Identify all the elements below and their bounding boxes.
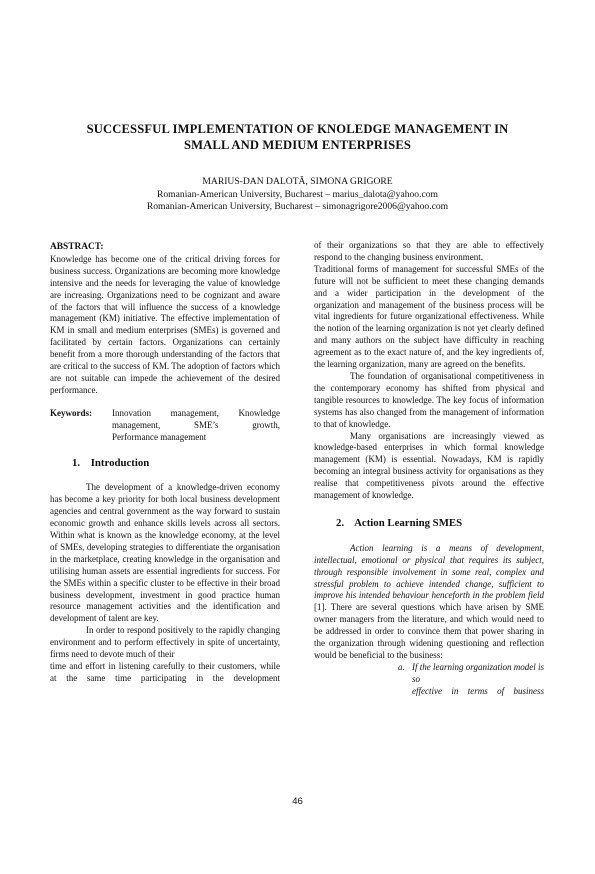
page-number: 46 bbox=[292, 796, 303, 807]
action-learning-questions: There are several questions which have arisen by SME owner managers from the literature, and which would need to be addressed in order to convince them that power sharing in the organization through widening questioning and reflection would be beneficial to the business: bbox=[314, 602, 544, 660]
list-item-a-line-2: effective in terms of business bbox=[412, 685, 544, 696]
foundation-paragraph: The foundation of organisational competitiveness in the contemporary economy has shifted from physical and tangible resources to knowledge. The key focus of information systems has also changed from the management of information to that of knowledge. bbox=[314, 370, 544, 429]
keywords-label: Keywords: bbox=[50, 407, 92, 418]
author-affiliation-1: Romanian-American University, Bucharest – marius_dalota@yahoo.com bbox=[156, 188, 439, 200]
action-learning-paragraph bbox=[314, 543, 544, 662]
list-item-a-marker: a. bbox=[398, 661, 405, 672]
keywords-line-2: management, SME’s growth, bbox=[112, 419, 280, 430]
section-2-number: 2. bbox=[336, 516, 345, 529]
author-names: MARIUS-DAN DALOTĂ, SIMONA GRIGORE bbox=[202, 176, 393, 187]
abstract-heading: ABSTRACT: bbox=[50, 242, 104, 252]
keywords-line-3: Performance management bbox=[112, 431, 207, 442]
intro-paragraph-2-continued: time and effort in listening carefully to their customers, while at the same time participating in the development bbox=[50, 661, 280, 683]
traditional-management-paragraph: Traditional forms of management for successful SMEs of the future will not be sufficient to meet these changing demands and a wider participation in the development of the organization and management of the business process will be vital ingredients for future organizational effectiveness. While the notion of the learning organization is not yet clearly defined and many authors on the subject have difficulty in reaching agreement as to the exact nature of, and the key ingredients of, the learning organization, many are agreed on the benefits. bbox=[314, 263, 544, 370]
author-affiliation-2: Romanian-American University, Bucharest – simonagrigore2006@yahoo.com bbox=[146, 201, 449, 213]
keywords bbox=[50, 408, 280, 444]
abstract-text: Knowledge has become one of the critical driving forces for business success. Organizations are becoming more knowledge intensive and the needs for leveraging the value of knowledge are increasing. Organizations need to be cognizant and aware of the factors that will influence the success of a knowledge management (KM) initiative. The effective implementation of KM in small and medium enterprises (SMEs) is governed and facilitated by certain factors. Organizations can certainly benefit from a more thorough understanding of the factors that are critical to the success of KM. The adoption of factors which are not suitable can impede the achievement of the desired performance. bbox=[50, 253, 280, 395]
title-line-1: SUCCESSFUL IMPLEMENTATION OF KNOLEDGE MANAGEMENT IN bbox=[86, 122, 509, 136]
section-1-heading bbox=[72, 458, 280, 470]
section-2-title: Action Learning SMES bbox=[354, 516, 463, 529]
left-column bbox=[50, 242, 280, 685]
paper-title bbox=[40, 121, 555, 153]
abstract bbox=[50, 242, 280, 397]
author-block bbox=[40, 176, 555, 214]
section-2-heading bbox=[336, 518, 544, 530]
section-1-number: 1. bbox=[72, 456, 81, 469]
citation: [1]. bbox=[314, 602, 327, 613]
list-item-a-text bbox=[412, 662, 544, 698]
keywords-text bbox=[112, 408, 280, 444]
section-1-title: Introduction bbox=[90, 456, 150, 469]
action-learning-definition: Action learning is a means of development, intellectual, emotional or physical that requires its subject, through responsible involvement in some real, complex and stressful problem to achieve intended change, sufficient to improve his intended behaviour henceforth in the problem field bbox=[314, 542, 544, 601]
list-item-a bbox=[398, 662, 544, 698]
right-column bbox=[314, 240, 544, 698]
intro-paragraph-1: The development of a knowledge-driven economy has become a key priority for both local business development agencies and central government as the way forward to sustain economic growth and enhance skills levels across all sectors. Within what is known as the knowledge economy, at the level of SMEs, developing strategies to differentiate the organisation in the marketplace, creating knowledge in the organisation and utilising human assets are essential ingredients for success. For the SMEs within a specific cluster to be effective in their broad business development, investment in good practice human resource management activities and the identification and development of talent are key. bbox=[50, 482, 280, 624]
list-item-a-line-1: If the learning organization model is so bbox=[412, 661, 544, 684]
keywords-line-1: Innovation management, Knowledge bbox=[112, 407, 280, 418]
knowledge-based-enterprises-paragraph: Many organisations are increasingly viewed as knowledge-based enterprises in which formal knowledge management (KM) is essential. Nowadays, KM is rapidly becoming an integral business activity for organisations as they realise that competitiveness pivots around the effective management of knowledge. bbox=[314, 430, 544, 501]
continued-paragraph: of their organizations so that they are able to effectively respond to the changing business environment. bbox=[314, 240, 544, 262]
intro-paragraph-2: In order to respond positively to the rapidly changing environment and to perform effectively in spite of uncertainty, firms need to devote much of their bbox=[50, 625, 280, 660]
title-line-2: SMALL AND MEDIUM ENTERPRISES bbox=[183, 138, 412, 152]
